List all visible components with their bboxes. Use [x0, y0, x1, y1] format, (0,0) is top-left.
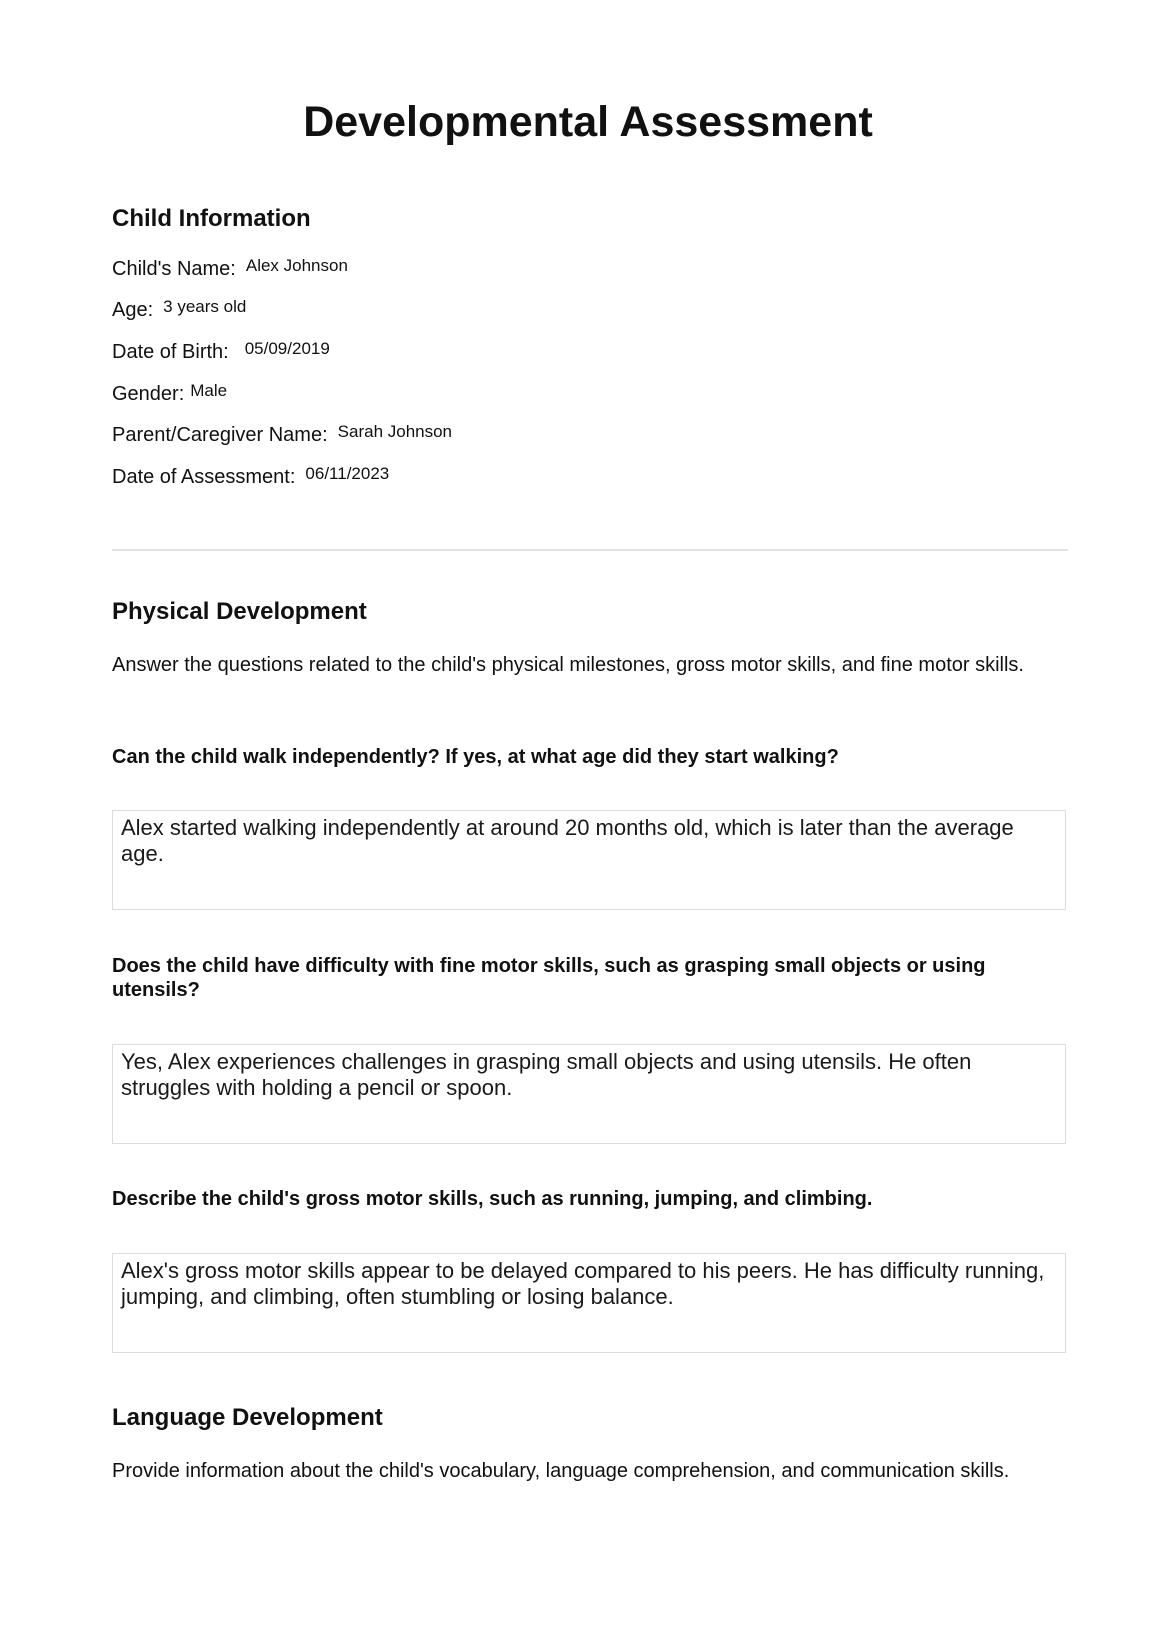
childs-name-row: [112, 256, 348, 283]
parent-caregiver-value[interactable]: Sarah Johnson: [337, 422, 453, 441]
parent-caregiver-label: Parent/Caregiver Name:: [112, 424, 328, 446]
gender-value[interactable]: Male: [190, 381, 228, 400]
question-walk-independently: Can the child walk independently? If yes, at what age did they start walking?: [112, 746, 839, 768]
document-title: Developmental Assessment: [303, 98, 873, 146]
answer-gross-motor-skills[interactable]: Alex's gross motor skills appear to be delayed compared to his peers. He has difficulty running, jumping, and climbing, often stumbling or losing balance.: [112, 1253, 1066, 1353]
age-row: [112, 297, 246, 324]
section-divider: [112, 549, 1068, 551]
parent-caregiver-row: [112, 422, 452, 449]
date-of-birth-value[interactable]: 05/09/2019: [244, 339, 330, 358]
physical-development-heading: Physical Development: [112, 598, 367, 625]
answer-fine-motor-skills[interactable]: Yes, Alex experiences challenges in grasping small objects and using utensils. He often struggles with holding a pencil or spoon.: [112, 1044, 1066, 1144]
physical-development-intro: Answer the questions related to the child's physical milestones, gross motor skills, and fine motor skills.: [112, 654, 1024, 676]
childs-name-label: Child's Name:: [112, 258, 236, 280]
date-of-assessment-value[interactable]: 06/11/2023: [305, 464, 390, 483]
child-information-heading: Child Information: [112, 205, 311, 232]
childs-name-value[interactable]: Alex Johnson: [245, 256, 348, 275]
question-fine-motor-skills: Does the child have difficulty with fine motor skills, such as grasping small objects or using utensils?: [112, 955, 986, 1001]
language-development-heading: Language Development: [112, 1404, 383, 1431]
age-label: Age:: [112, 299, 154, 321]
date-of-assessment-label: Date of Assessment:: [112, 466, 296, 488]
date-of-birth-label: Date of Birth:: [112, 341, 229, 363]
question-gross-motor-skills: Describe the child's gross motor skills, such as running, jumping, and climbing.: [112, 1188, 873, 1210]
language-development-intro: Provide information about the child's vocabulary, language comprehension, and communication skills.: [112, 1460, 1010, 1482]
gender-label: Gender:: [112, 383, 185, 405]
answer-walk-independently[interactable]: Alex started walking independently at around 20 months old, which is later than the average age.: [112, 810, 1066, 910]
date-of-assessment-row: [112, 464, 389, 491]
gender-row: [112, 381, 227, 408]
age-value[interactable]: 3 years old: [163, 297, 247, 316]
date-of-birth-row: [112, 339, 330, 366]
